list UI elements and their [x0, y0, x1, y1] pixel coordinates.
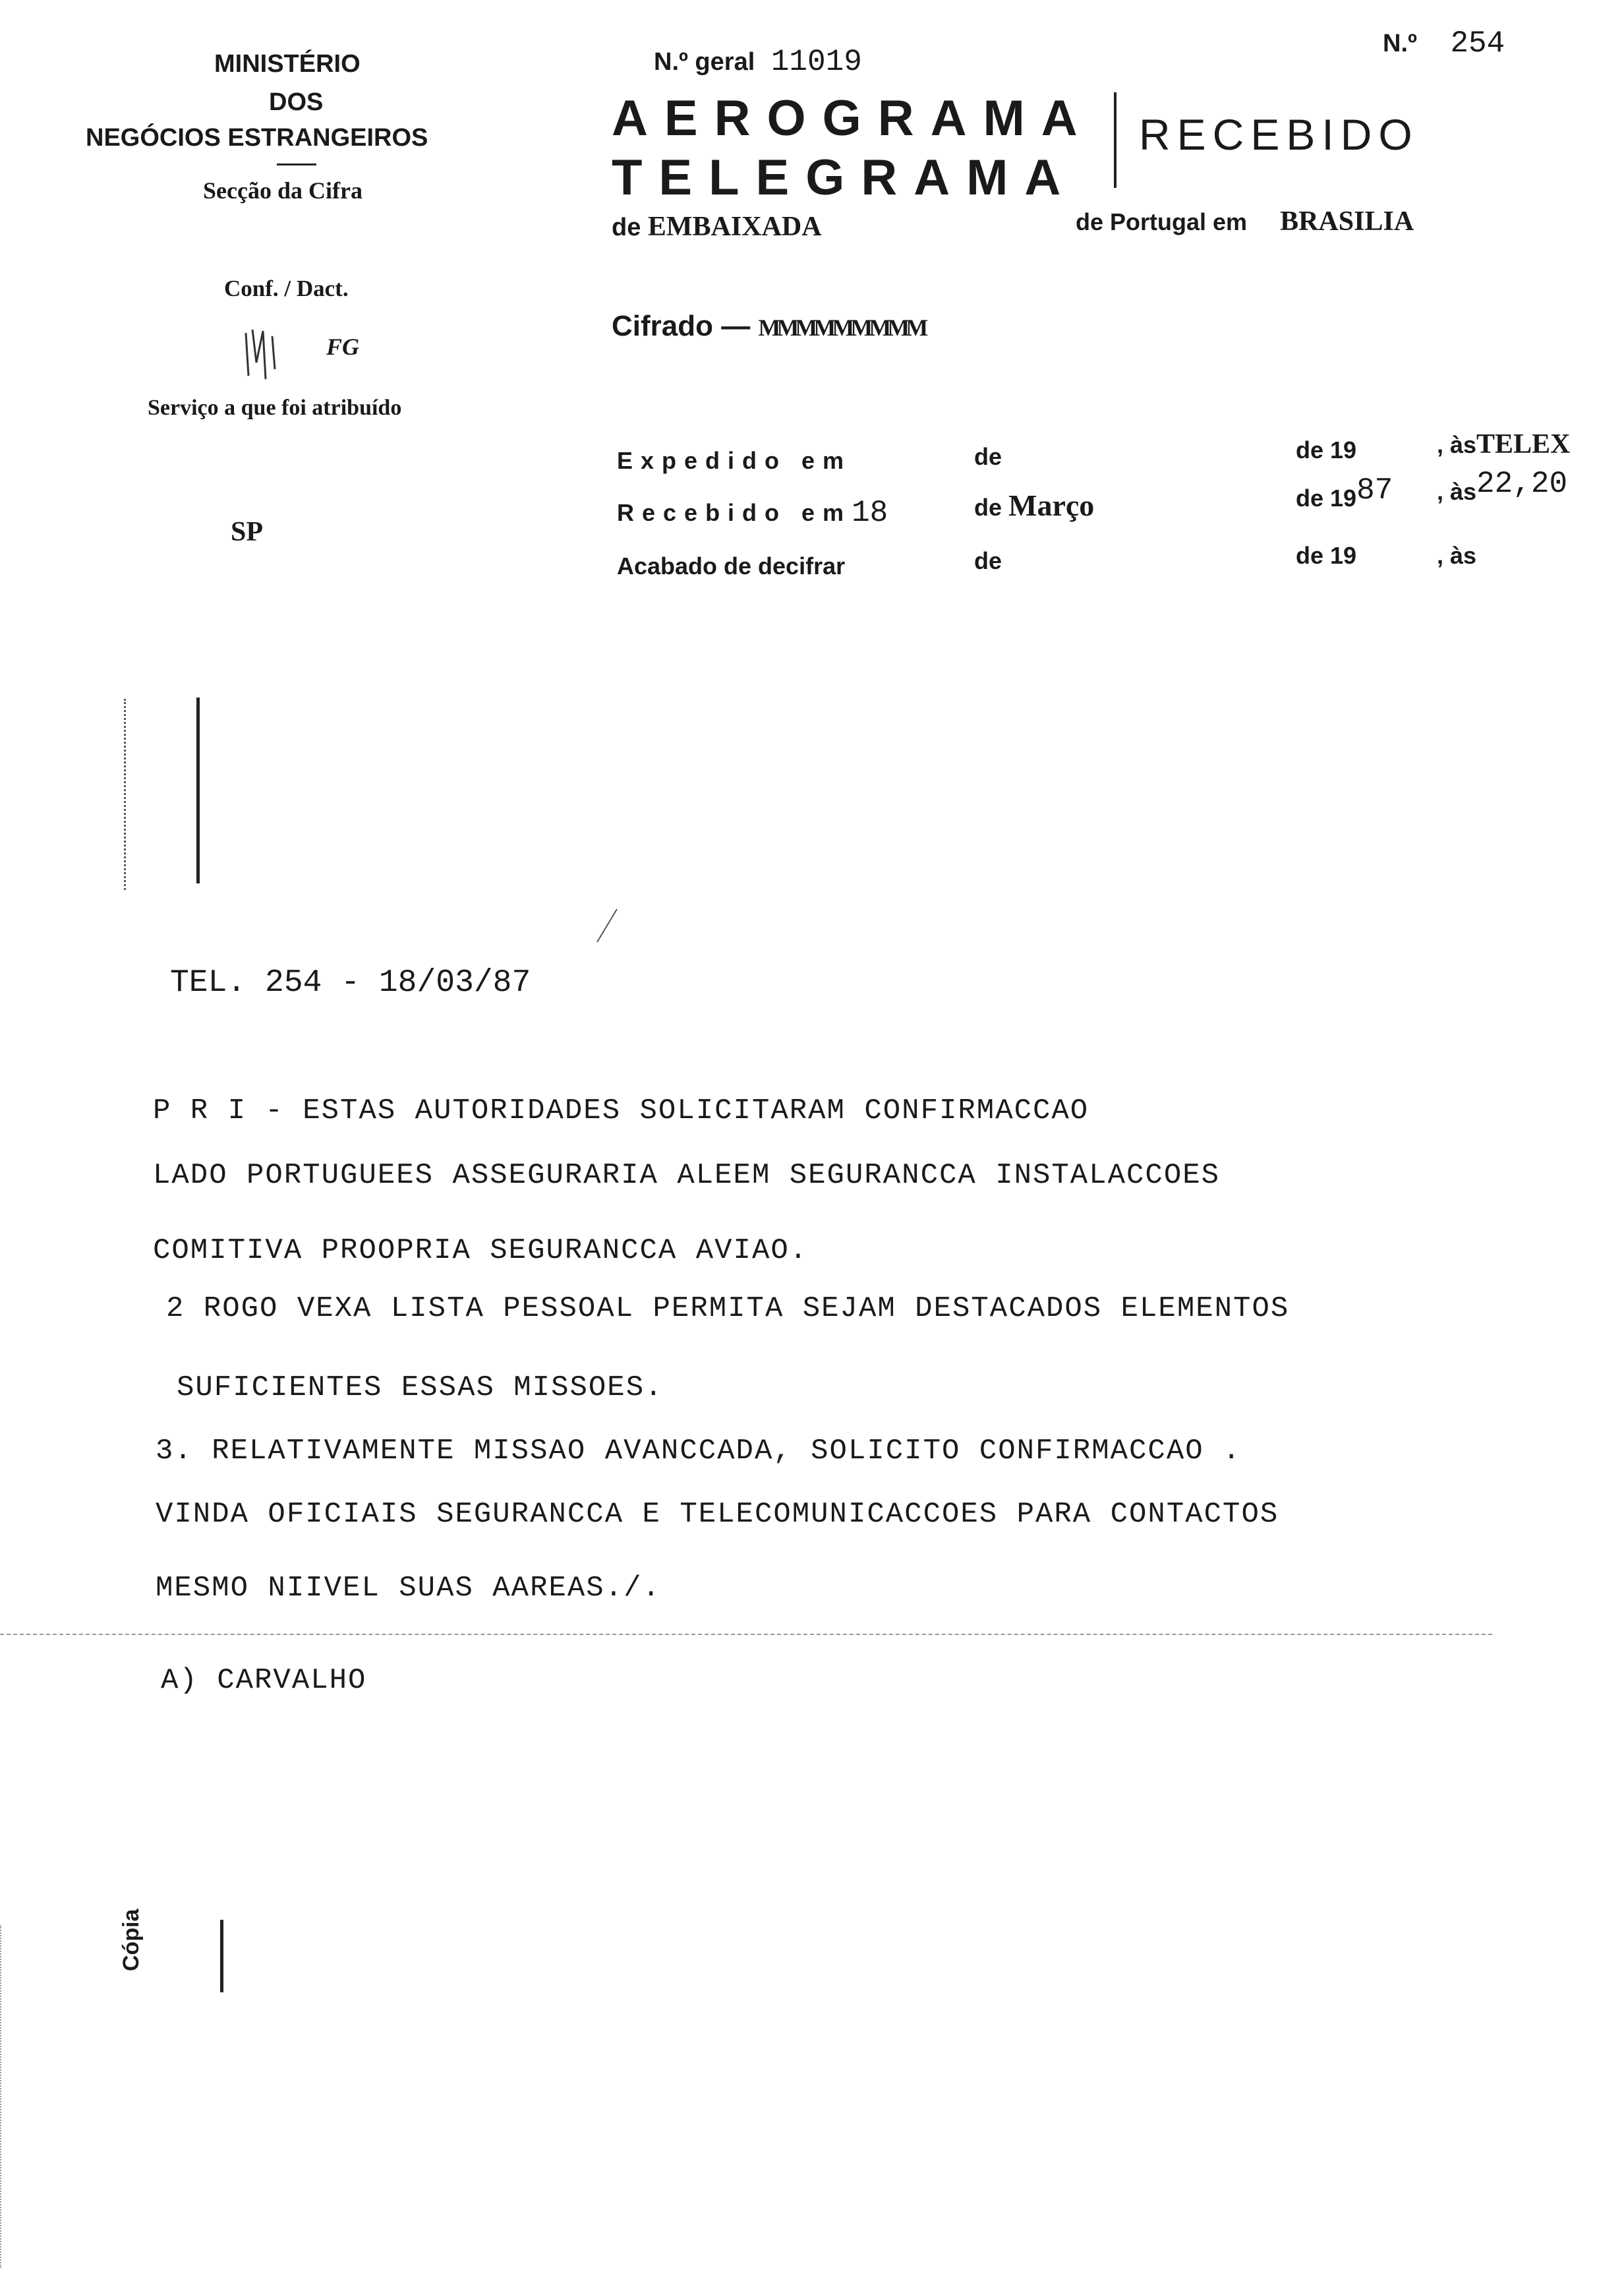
location-line [1076, 206, 1414, 237]
body-line-1: P R I - ESTAS AUTORIDADES SOLICITARAM CONFIRMACCAO [153, 1094, 1089, 1127]
recebido-row [617, 496, 888, 530]
location-prefix: de Portugal em [1076, 208, 1248, 235]
recebido-at: , às [1437, 478, 1477, 505]
recebido-year-prefix: de 19 [1296, 485, 1357, 512]
telegram-reference: TEL. 254 - 18/03/87 [170, 965, 531, 1001]
title-aerograma: AEROGRAMA [612, 90, 1094, 146]
cipher-label: Cifrado — [612, 310, 751, 342]
ministry-line2: DOS [269, 88, 324, 116]
decifrar-year: de 19 [1296, 542, 1357, 569]
recebido-day: 18 [852, 496, 888, 530]
recebido-time: 22,20 [1476, 467, 1568, 501]
letterhead-underline [277, 164, 316, 165]
from-line [612, 211, 822, 243]
geral-number [654, 45, 862, 79]
signature: A) CARVALHO [161, 1664, 367, 1697]
body-line-7: VINDA OFICIAIS SEGURANCCA E TELECOMUNICACCOES PARA CONTACTOS [156, 1498, 1279, 1531]
expedido-de: de [974, 443, 1002, 470]
fold-line [0, 1634, 1492, 1635]
decifrar-label: Acabado de decifrar [617, 552, 846, 580]
body-line-3: COMITIVA PROOPRIA SEGURANCCA AVIAO. [153, 1234, 809, 1267]
number-label: N.º [1383, 30, 1417, 57]
edge-dotted-line [0, 1925, 1, 2268]
status-recebido: RECEBIDO [1139, 110, 1419, 159]
from-prefix: de [612, 214, 641, 241]
recebido-year-suffix: 87 [1356, 473, 1393, 508]
expedido-label: Expedido em [617, 447, 852, 474]
body-line-5: SUFICIENTES ESSAS MISSOES. [177, 1371, 664, 1404]
number-value: 254 [1450, 26, 1505, 61]
recebido-label: Recebido em [617, 499, 852, 526]
body-line-4: 2 ROGO VEXA LISTA PESSOAL PERMITA SEJAM DESTACADOS ELEMENTOS [166, 1292, 1290, 1325]
ministry-line1: MINISTÉRIO [214, 50, 361, 78]
handwritten-initials-mark [241, 323, 287, 389]
expedido-at: , às [1437, 431, 1477, 458]
recebido-de: de [974, 494, 1002, 521]
expedido-value: TELEX [1476, 429, 1571, 460]
body-line-8: MESMO NIIVEL SUAS AAREAS./. [156, 1572, 661, 1605]
body-line-2: LADO PORTUGUEES ASSEGURARIA ALEEM SEGURANCCA INSTALACCOES [153, 1159, 1221, 1192]
telegram-number [1383, 26, 1505, 61]
service-label: Serviço a que foi atribuído [148, 396, 402, 420]
geral-value: 11019 [770, 45, 862, 79]
recebido-month-row [974, 488, 1094, 523]
title-telegrama: TELEGRAMA [612, 150, 1078, 206]
cipher-value: MMMMMMMMM [758, 314, 925, 341]
cipher-line [612, 310, 924, 343]
recebido-year-row [1296, 473, 1393, 516]
service-value: SP [231, 517, 264, 547]
ministry-line3: NEGÓCIOS ESTRANGEIROS [86, 124, 428, 152]
expedido-year: de 19 [1296, 436, 1357, 463]
section-label: Secção da Cifra [203, 177, 362, 204]
decifrar-at: , às [1437, 542, 1477, 569]
copy-bar [220, 1920, 223, 1992]
initials: FG [326, 334, 360, 360]
decifrar-de: de [974, 547, 1002, 574]
recebido-month: Março [1008, 489, 1095, 522]
recebido-time-row [1437, 467, 1568, 509]
margin-bar [196, 698, 200, 883]
copy-label: Cópia [119, 1909, 144, 1971]
location-value: BRASILIA [1280, 206, 1414, 237]
margin-dotted-line [124, 699, 126, 890]
title-divider [1114, 92, 1116, 188]
from-value: EMBAIXADA [647, 212, 822, 242]
geral-label: N.º geral [654, 48, 755, 76]
expedido-time [1437, 429, 1570, 460]
conf-dact-label: Conf. / Dact. [224, 276, 349, 301]
pen-stroke-mark [593, 907, 620, 946]
body-line-6: 3. RELATIVAMENTE MISSAO AVANCCADA, SOLICITO CONFIRMACCAO . [156, 1435, 1242, 1468]
